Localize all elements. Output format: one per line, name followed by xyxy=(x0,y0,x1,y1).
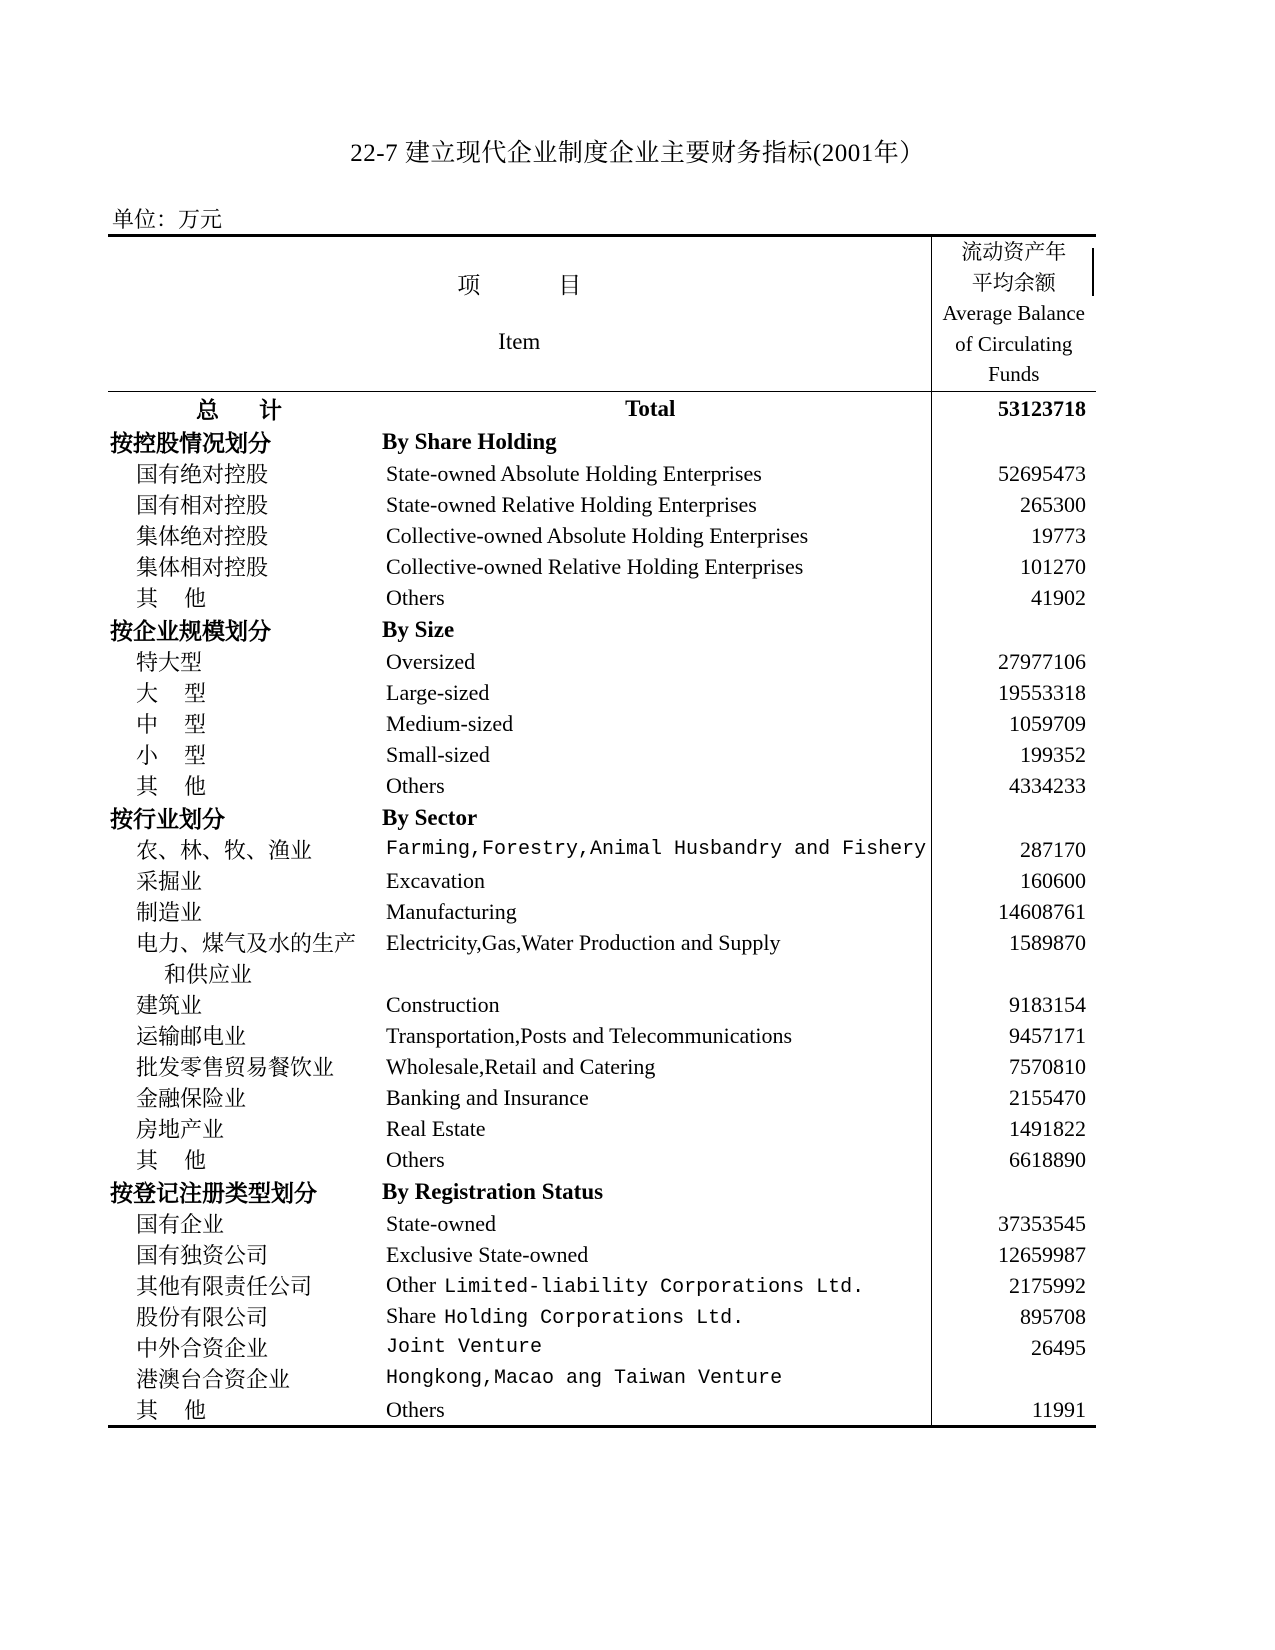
table-row xyxy=(108,1051,1096,1082)
row-label-en: Others xyxy=(386,1146,445,1172)
row-label-en: Exclusive State-owned xyxy=(386,1241,589,1267)
row-value: 2155470 xyxy=(931,1082,1096,1113)
row-label-cn-part1: 其 xyxy=(136,586,159,611)
row-label-en: Collective-owned Absolute Holding Enterprises xyxy=(386,522,809,548)
row-value: 4334233 xyxy=(931,770,1096,801)
table-row xyxy=(108,1394,1096,1425)
table-row xyxy=(108,739,1096,770)
row-label-en: Real Estate xyxy=(386,1115,486,1141)
row-label-en: By Sector xyxy=(382,804,478,830)
table-row xyxy=(108,392,1096,426)
row-label-cn: 股份有限公司 xyxy=(136,1305,269,1330)
row-label-cn-part2: 他 xyxy=(184,1148,207,1173)
value-header-cn-2: 平均余额 xyxy=(971,270,1056,295)
row-value xyxy=(931,613,1096,646)
table-row xyxy=(108,1113,1096,1144)
table-row xyxy=(108,489,1096,520)
row-label-cn xyxy=(108,1394,370,1425)
row-label-en xyxy=(370,958,931,989)
row-value xyxy=(931,1363,1096,1394)
row-label-en: Banking and Insurance xyxy=(386,1084,589,1110)
row-label-cn: 制造业 xyxy=(136,900,203,925)
row-label-cn: 国有企业 xyxy=(136,1212,225,1237)
row-label-en: Small-sized xyxy=(386,741,490,767)
row-label-cn xyxy=(108,1144,370,1175)
table-bottom-rule xyxy=(108,1425,1096,1428)
financial-table xyxy=(108,234,1096,1425)
row-label-en: Joint Venture xyxy=(386,1336,543,1359)
table-row xyxy=(108,927,1096,958)
row-label-cn-part2: 他 xyxy=(184,586,207,611)
table-head xyxy=(108,236,1096,392)
table-row xyxy=(108,865,1096,896)
row-label-cn: 按控股情况划分 xyxy=(110,431,271,456)
row-label-en: By Size xyxy=(382,616,455,642)
table-row xyxy=(108,582,1096,613)
row-value: 199352 xyxy=(931,739,1096,770)
row-value xyxy=(931,958,1096,989)
column-header-item xyxy=(108,236,931,392)
row-label-en-prefix: Other xyxy=(386,1272,437,1297)
table-row xyxy=(108,834,1096,865)
row-label-en: State-owned Absolute Holding Enterprises xyxy=(386,460,762,486)
row-label-cn xyxy=(108,739,370,770)
row-label-cn: 运输邮电业 xyxy=(136,1024,247,1049)
table-row xyxy=(108,958,1096,989)
row-label-cn-part2: 他 xyxy=(184,774,207,799)
row-value: 2175992 xyxy=(931,1270,1096,1301)
row-label-cn: 国有独资公司 xyxy=(136,1243,269,1268)
row-label-cn xyxy=(108,392,370,426)
row-value: 1491822 xyxy=(931,1113,1096,1144)
table-header-row xyxy=(108,236,1096,392)
row-value: 9183154 xyxy=(931,989,1096,1020)
row-label-en: Electricity,Gas,Water Production and Supply xyxy=(386,929,781,955)
table-row xyxy=(108,425,1096,458)
row-label-cn: 房地产业 xyxy=(136,1117,225,1142)
row-label-cn-part2: 他 xyxy=(184,1398,207,1423)
row-label-cn-part1: 其 xyxy=(136,774,159,799)
unit-note: 单位：万元 xyxy=(112,207,223,232)
row-label-cn-part1: 总 xyxy=(196,398,219,423)
row-label-cn-part1: 其 xyxy=(136,1148,159,1173)
table-row xyxy=(108,646,1096,677)
row-label-en: Large-sized xyxy=(386,679,490,705)
row-label-cn: 采掘业 xyxy=(136,869,203,894)
row-label-cn: 农、林、牧、渔业 xyxy=(136,838,313,863)
table-row xyxy=(108,1363,1096,1394)
row-label-en: Others xyxy=(386,772,445,798)
row-label-cn: 按企业规模划分 xyxy=(110,619,271,644)
row-value xyxy=(931,801,1096,834)
table-row xyxy=(108,896,1096,927)
row-value: 6618890 xyxy=(931,1144,1096,1175)
row-value: 19553318 xyxy=(931,677,1096,708)
row-label-en: Manufacturing xyxy=(386,898,517,924)
row-label-cn xyxy=(108,770,370,801)
row-label-cn-part1: 中 xyxy=(136,712,159,737)
row-value: 9457171 xyxy=(931,1020,1096,1051)
row-value: 52695473 xyxy=(931,458,1096,489)
column-header-value xyxy=(931,236,1096,392)
financial-table-wrapper xyxy=(108,234,1096,1425)
item-cn-right: 目 xyxy=(558,273,582,298)
value-header-en-1: Average Balance xyxy=(942,301,1085,325)
column-header-item-en: Item xyxy=(498,329,541,354)
row-label-cn-part2: 型 xyxy=(184,743,207,768)
row-value: 27977106 xyxy=(931,646,1096,677)
row-label-en: By Registration Status xyxy=(382,1178,604,1204)
row-label-en: Hongkong,Macao ang Taiwan Venture xyxy=(386,1367,783,1390)
table-row xyxy=(108,1239,1096,1270)
row-label-cn: 特大型 xyxy=(136,650,203,675)
row-label-cn: 电力、煤气及水的生产 xyxy=(136,931,357,956)
table-row xyxy=(108,1175,1096,1208)
table-row xyxy=(108,458,1096,489)
row-label-cn xyxy=(108,582,370,613)
table-row xyxy=(108,989,1096,1020)
table-row xyxy=(108,1020,1096,1051)
row-value: 160600 xyxy=(931,865,1096,896)
row-label-cn: 和供应业 xyxy=(164,962,253,987)
row-label-cn-part2: 计 xyxy=(259,398,282,423)
row-value: 265300 xyxy=(931,489,1096,520)
row-label-en: Farming,Forestry,Animal Husbandry and Fishery xyxy=(386,838,927,861)
row-label-en: State-owned Relative Holding Enterprises xyxy=(386,491,757,517)
row-value: 287170 xyxy=(931,834,1096,865)
row-label-en: Total xyxy=(625,395,676,421)
table-row xyxy=(108,1208,1096,1239)
row-label-en: Others xyxy=(386,584,445,610)
row-label-cn-part1: 小 xyxy=(136,743,159,768)
row-label-cn xyxy=(108,677,370,708)
row-value: 11991 xyxy=(931,1394,1096,1425)
table-row xyxy=(108,1332,1096,1363)
row-label-cn: 按登记注册类型划分 xyxy=(110,1181,317,1206)
row-value: 7570810 xyxy=(931,1051,1096,1082)
row-label-en xyxy=(370,1301,931,1332)
row-value xyxy=(931,1175,1096,1208)
row-value: 895708 xyxy=(931,1301,1096,1332)
row-label-en: Transportation,Posts and Telecommunications xyxy=(386,1022,793,1048)
row-label-en: Construction xyxy=(386,991,500,1017)
table-row xyxy=(108,551,1096,582)
table-row xyxy=(108,1082,1096,1113)
table-row xyxy=(108,677,1096,708)
value-header-en-2: of Circulating xyxy=(955,331,1073,356)
row-value: 1059709 xyxy=(931,708,1096,739)
row-label-en: By Share Holding xyxy=(382,428,557,454)
row-value: 101270 xyxy=(931,551,1096,582)
table-row xyxy=(108,613,1096,646)
row-label-en: Excavation xyxy=(386,867,485,893)
row-label-en: Others xyxy=(386,1396,445,1422)
item-cn-left: 项 xyxy=(457,273,481,298)
page-title: 22-7 建立现代企业制度企业主要财务指标(2001年） xyxy=(350,140,925,167)
row-label-cn: 其他有限责任公司 xyxy=(136,1274,313,1299)
value-header-en-3: Funds xyxy=(988,362,1040,386)
row-label-en-mono: Holding Corporations Ltd. xyxy=(444,1307,745,1330)
row-label-cn: 按行业划分 xyxy=(110,807,225,832)
table-row xyxy=(108,520,1096,551)
row-label-cn: 港澳台合资企业 xyxy=(136,1367,291,1392)
row-label-en-prefix: Share xyxy=(386,1303,437,1328)
row-value: 26495 xyxy=(931,1332,1096,1363)
row-label-cn-part1: 其 xyxy=(136,1398,159,1423)
value-header-cn-1: 流动资产年 xyxy=(961,240,1067,264)
table-row xyxy=(108,708,1096,739)
row-label-en xyxy=(370,1270,931,1301)
row-label-en: Oversized xyxy=(386,648,476,674)
row-value: 41902 xyxy=(931,582,1096,613)
row-label-cn: 国有相对控股 xyxy=(136,493,269,518)
row-label-cn: 批发零售贸易餐饮业 xyxy=(136,1055,335,1080)
row-label-cn: 金融保险业 xyxy=(136,1086,247,1111)
column-header-item-cn xyxy=(108,267,931,300)
row-label-cn: 建筑业 xyxy=(136,993,203,1018)
header-divider-tick xyxy=(1092,248,1094,296)
table-row xyxy=(108,1301,1096,1332)
table-row xyxy=(108,801,1096,834)
table-row xyxy=(108,770,1096,801)
row-value: 12659987 xyxy=(931,1239,1096,1270)
row-value xyxy=(931,425,1096,458)
row-label-en: Medium-sized xyxy=(386,710,514,736)
row-label-en: State-owned xyxy=(386,1210,496,1236)
row-label-en: Collective-owned Relative Holding Enterprises xyxy=(386,553,804,579)
row-value: 37353545 xyxy=(931,1208,1096,1239)
row-label-cn-part1: 大 xyxy=(136,681,159,706)
row-label-en-mono: Limited-liability Corporations Ltd. xyxy=(444,1276,865,1299)
row-label-cn: 集体绝对控股 xyxy=(136,524,269,549)
row-label-cn: 集体相对控股 xyxy=(136,555,269,580)
row-label-en: Wholesale,Retail and Catering xyxy=(386,1053,656,1079)
row-label-cn: 国有绝对控股 xyxy=(136,462,269,487)
row-label-cn-part2: 型 xyxy=(184,681,207,706)
row-label-cn xyxy=(108,708,370,739)
row-value: 53123718 xyxy=(931,392,1096,426)
row-value: 14608761 xyxy=(931,896,1096,927)
table-row xyxy=(108,1144,1096,1175)
table-body xyxy=(108,392,1096,1426)
row-label-cn: 中外合资企业 xyxy=(136,1336,269,1361)
row-value: 1589870 xyxy=(931,927,1096,958)
row-value: 19773 xyxy=(931,520,1096,551)
table-row xyxy=(108,1270,1096,1301)
row-label-cn-part2: 型 xyxy=(184,712,207,737)
